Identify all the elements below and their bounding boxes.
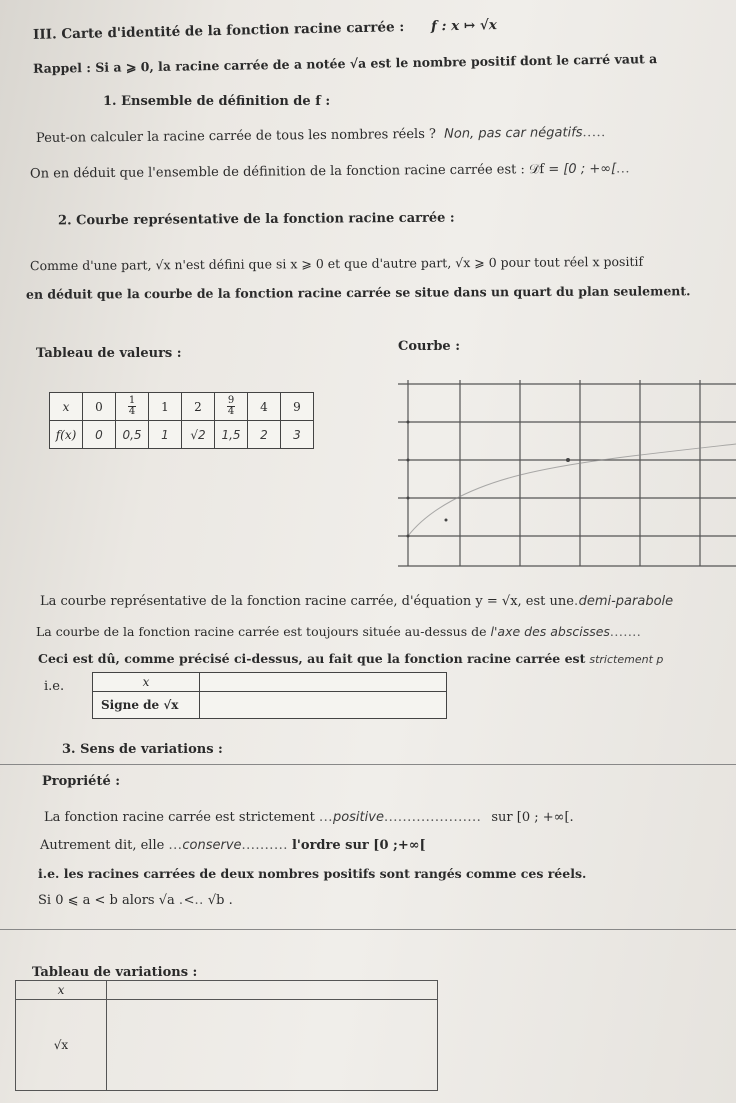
section-heading (33, 17, 497, 43)
table-cell: 2 (248, 421, 281, 449)
sign-x-cell (200, 673, 447, 692)
part1-question-line: Peut-on calculer la racine carrée de tous les nombres réels ? Non, pas car négatifs..... (35, 125, 606, 146)
above-line: La courbe de la fonction racine carrée est toujours située au-dessus de l'axe des abscisses....... (36, 624, 642, 639)
sign-table (92, 672, 447, 719)
prop-line2-end: l'ordre sur [0 ;+∞[ (291, 838, 426, 853)
prop-line4-end: √b . (207, 893, 233, 908)
var-x-cell (107, 981, 438, 1000)
table-cell: 0,5 (116, 421, 149, 449)
above-answer: l'axe des abscisses (490, 624, 610, 639)
sign-row-x (93, 673, 447, 692)
table-cell: 0 (83, 393, 116, 421)
row-header-x: x (50, 393, 83, 421)
table-cell: 1 (149, 393, 182, 421)
sign-sqrt-cell (200, 692, 447, 719)
prop-line2-text: Autrement dit, elle (40, 838, 165, 853)
section-title: III. Carte d'identité de la fonction racine carrée : (32, 19, 405, 43)
curve-label: Courbe : (398, 339, 461, 354)
table-cell: 0 (83, 421, 116, 449)
property-title: Propriété : (42, 774, 121, 789)
prop-line4-start: Si 0 ⩽ a < b alors √a (38, 893, 175, 908)
curve-grid (388, 370, 736, 570)
part1-heading: 1. Ensemble de définition de f : (103, 94, 331, 109)
table-cell: 2 (182, 393, 215, 421)
table-cell: 1,5 (215, 421, 248, 449)
part1-question: Peut-on calculer la racine carrée de tous les nombres réels ? (35, 126, 437, 146)
part2-heading: 2. Courbe représentative de la fonction racine carrée : (57, 210, 455, 229)
values-table (49, 392, 314, 449)
var-row-sqrt (16, 1000, 438, 1091)
prop-line1-end: sur [0 ; +∞[. (491, 810, 574, 825)
divider (0, 929, 736, 930)
table-cell: $\frac{1}{4}$ (116, 393, 149, 421)
variations-title: Tableau de variations : (32, 965, 198, 980)
table-cell: √2 (182, 421, 215, 449)
part1-domain-answer: [0 ; +∞[ (563, 161, 617, 177)
prop-line1-text: La fonction racine carrée est strictement (44, 810, 315, 825)
prop-line4-answer: < (183, 893, 195, 908)
table-cell: 1 (149, 421, 182, 449)
var-x-label: x (16, 981, 107, 1000)
above-text: La courbe de la fonction racine carrée est toujours située au-dessus de (36, 624, 487, 639)
prop-line2-answer: conserve (182, 838, 242, 853)
prop-line1-answer: positive (332, 810, 384, 825)
prop-line4: Si 0 ⩽ a < b alors √a .<.. √b . (38, 893, 233, 908)
rappel-text: Rappel : Si a ⩾ 0, la racine carrée de a notée √a est le nombre positif dont le carré vaut a (32, 51, 658, 76)
curve-type-answer: demi-parabole (578, 594, 674, 609)
sign-sqrt-label: Signe de √x (93, 692, 200, 719)
values-table-row-x (50, 393, 314, 421)
rappel-line (33, 51, 657, 76)
divider (0, 764, 736, 765)
part1-deduce-line: On en déduit que l'ensemble de définition de la fonction racine carrée est : 𝒟f = [0 ; +∞[... (29, 161, 631, 182)
part1-answer: Non, pas car négatifs (444, 125, 583, 142)
sqrt-curve (408, 444, 736, 536)
values-table-row-f (50, 421, 314, 449)
part1-deduce-text: On en déduit que l'ensemble de définition de la fonction racine carrée est : 𝒟f = (29, 162, 560, 182)
table-cell: 3 (281, 421, 314, 449)
curve-type-line: La courbe représentative de la fonction racine carrée, d'équation y = √x, est une.demi-parabole (40, 594, 674, 609)
variations-table (15, 980, 438, 1091)
prop-line1: La fonction racine carrée est strictement ...positive..................... sur [0 ; +∞[. (44, 810, 574, 825)
prop-line3: i.e. les racines carrées de deux nombres positifs sont rangés comme ces réels. (38, 866, 587, 881)
table-cell: 9 (281, 393, 314, 421)
var-sqrt-cell (107, 1000, 438, 1091)
due-answer: strictement p (589, 653, 664, 666)
due-line (38, 651, 663, 666)
part2-text1: Comme d'une part, √x n'est défini que si x ⩾ 0 et que d'autre part, √x ⩾ 0 pour tout réel x positif (29, 253, 644, 274)
function-definition: f : x ↦ √x (430, 17, 498, 35)
values-table-label: Tableau de valeurs : (36, 346, 182, 361)
part2-text2: en déduit que la courbe de la fonction racine carrée se situe dans un quart du plan seulement. (25, 283, 691, 302)
table-cell: $\frac{9}{4}$ (215, 393, 248, 421)
row-header-f: f(x) (50, 421, 83, 449)
prop-line2: Autrement dit, elle ...conserve.......... l'ordre sur [0 ;+∞[ (40, 838, 426, 853)
sign-x-label: x (93, 673, 200, 692)
ie-label: i.e. (44, 679, 65, 694)
table-cell: 4 (248, 393, 281, 421)
due-text: Ceci est dû, comme précisé ci-dessus, au fait que la fonction racine carrée est (38, 651, 586, 666)
curve-type-text: La courbe représentative de la fonction racine carrée, d'équation y = √x, est une (40, 594, 574, 609)
var-sqrt-label: √x (16, 1000, 107, 1091)
sign-row-sqrt (93, 692, 447, 719)
part3-heading: 3. Sens de variations : (62, 742, 223, 757)
var-row-x (16, 981, 438, 1000)
